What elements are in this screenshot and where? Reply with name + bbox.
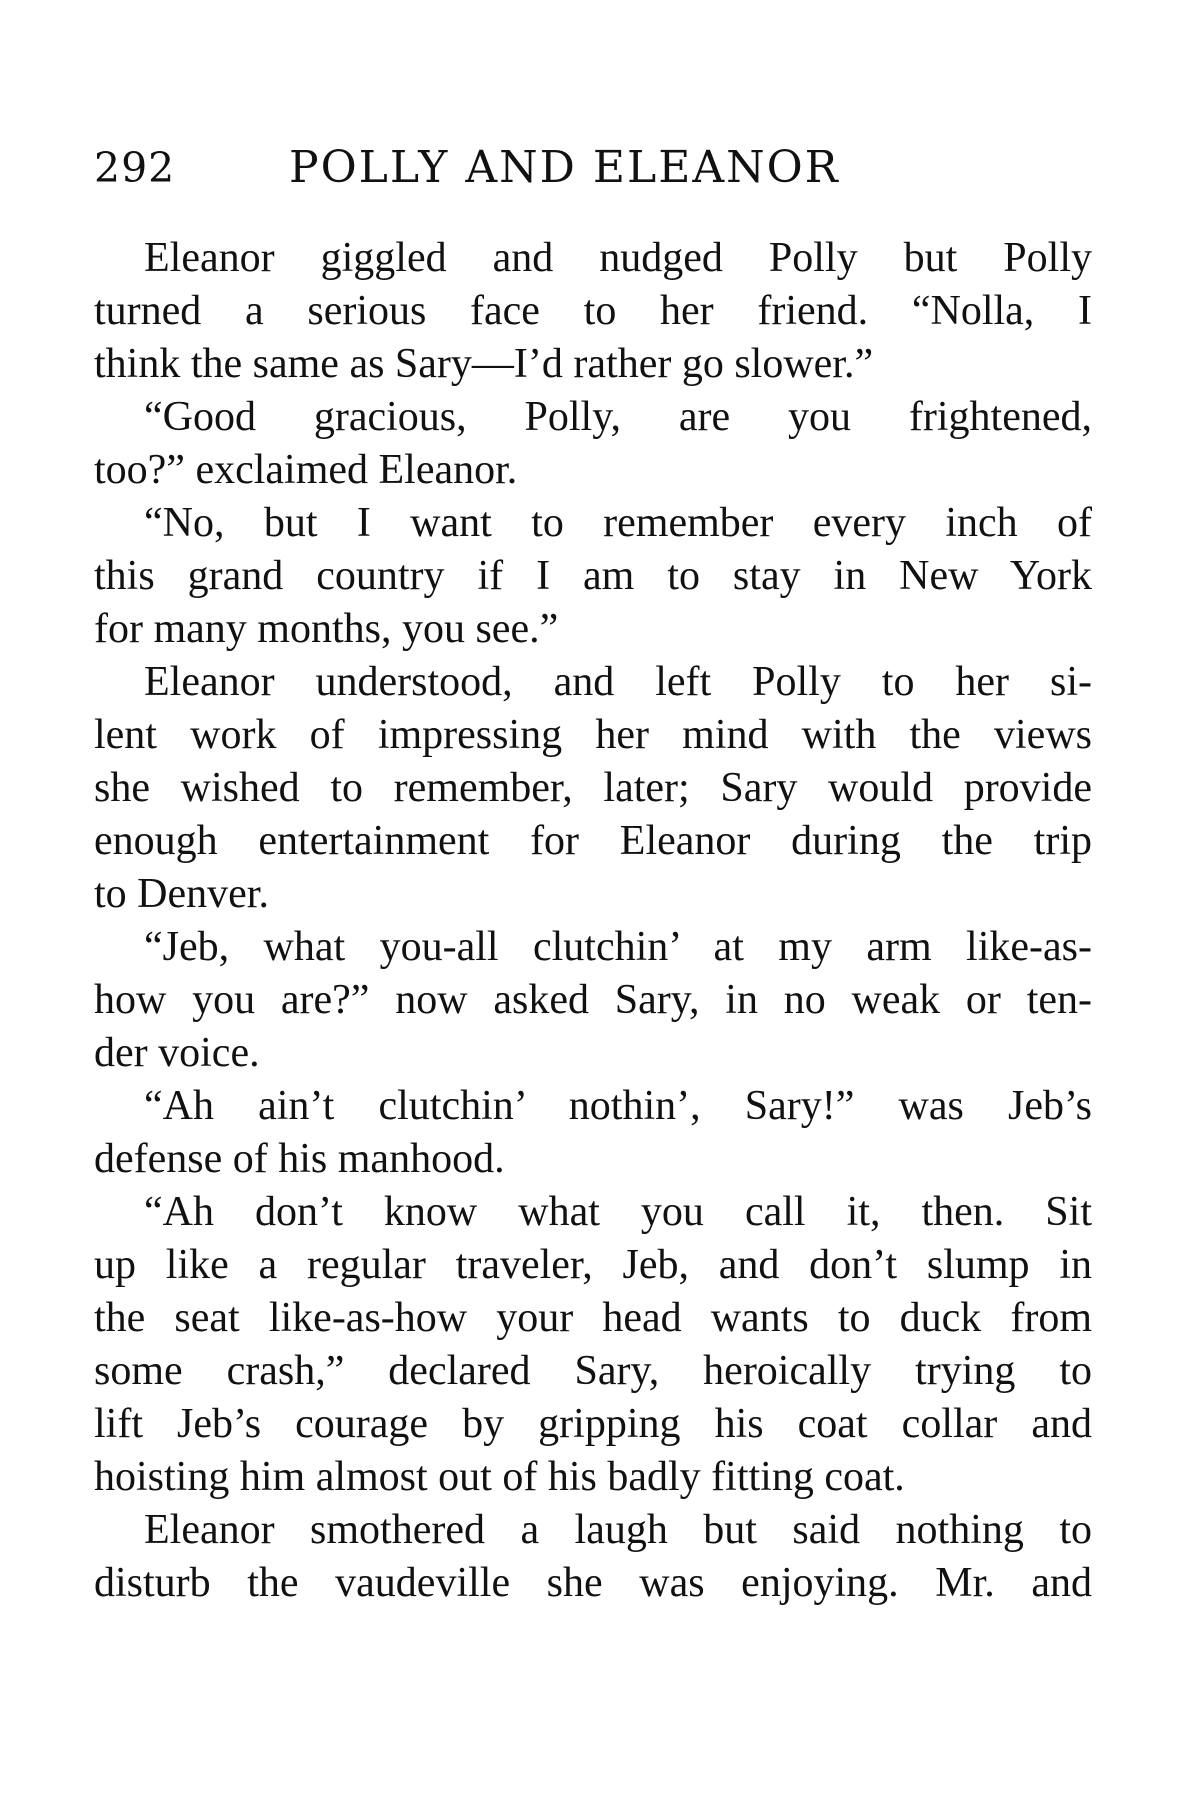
text-line: “Ah ain’t clutchin’ nothin’, Sary!” was Jeb’s xyxy=(144,1083,1092,1129)
page-number: 292 xyxy=(94,144,176,192)
text-line: “Good gracious, Polly, are you frightened, xyxy=(144,394,1092,440)
body-text xyxy=(94,232,1092,1610)
text-line: hoisting him almost out of his badly fitting coat. xyxy=(94,1454,905,1500)
text-line: “No, but I want to remember every inch of xyxy=(144,500,1092,546)
page-header xyxy=(94,138,1014,198)
text-line: this grand country if I am to stay in New York xyxy=(94,553,1092,599)
text-line: enough entertainment for Eleanor during the trip xyxy=(94,818,1092,864)
text-line: to Denver. xyxy=(94,871,269,917)
running-title: POLLY AND ELEANOR xyxy=(289,142,840,193)
text-line: Eleanor understood, and left Polly to her si- xyxy=(144,659,1092,705)
text-line: “Jeb, what you-all clutchin’ at my arm like-as- xyxy=(144,924,1092,970)
text-line: she wished to remember, later; Sary would provide xyxy=(94,765,1092,811)
text-line: up like a regular traveler, Jeb, and don’t slump in xyxy=(94,1242,1092,1288)
text-line: Eleanor giggled and nudged Polly but Polly xyxy=(144,235,1092,281)
text-line: for many months, you see.” xyxy=(94,606,559,652)
text-line: the seat like-as-how your head wants to duck from xyxy=(94,1295,1092,1341)
text-line: der voice. xyxy=(94,1030,260,1076)
text-line: lent work of impressing her mind with the views xyxy=(94,712,1092,758)
text-line: Eleanor smothered a laugh but said nothing to xyxy=(144,1507,1092,1553)
text-line: lift Jeb’s courage by gripping his coat collar and xyxy=(94,1401,1092,1447)
text-line: some crash,” declared Sary, heroically trying to xyxy=(94,1348,1092,1394)
text-line: disturb the vaudeville she was enjoying. Mr. and xyxy=(94,1560,1092,1606)
text-line: “Ah don’t know what you call it, then. Sit xyxy=(144,1189,1092,1235)
text-line: how you are?” now asked Sary, in no weak or ten- xyxy=(94,977,1092,1023)
text-line: turned a serious face to her friend. “Nolla, I xyxy=(94,288,1092,334)
text-line: defense of his manhood. xyxy=(94,1136,505,1182)
text-line: think the same as Sary—I’d rather go slower.” xyxy=(94,341,874,387)
text-line: too?” exclaimed Eleanor. xyxy=(94,447,518,493)
